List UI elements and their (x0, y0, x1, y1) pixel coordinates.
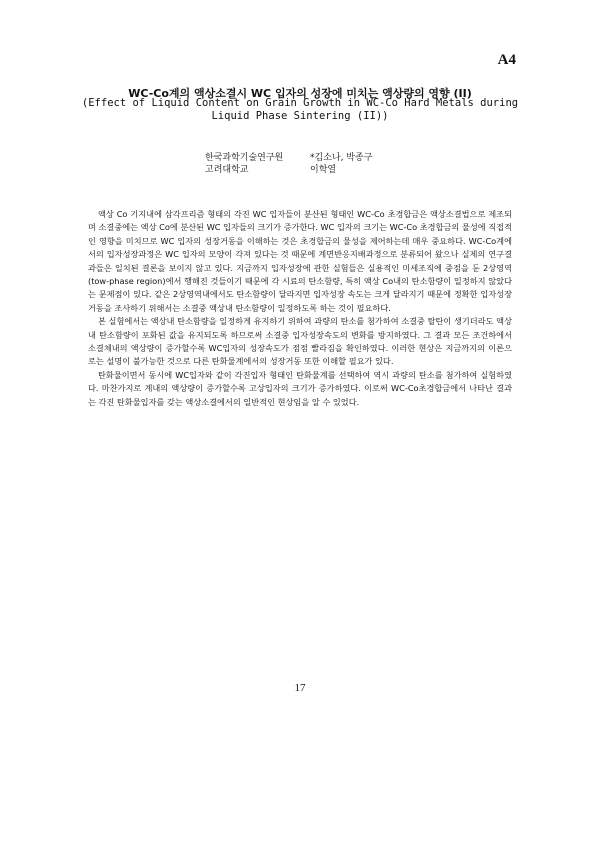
paragraph: 탄화물이면서 동시에 WC입자와 같이 각진입자 형태인 탄화물계를 선택하여 역시 과량의 탄소를 첨가하여 실험하였다. 마찬가지로 계내의 액상량이 증가할수록 고상입자의 크기가 증가하였다. 이로써 WC-Co초경합금에서 나타난 결과는 각진 탄화물입자를 갖는 액상소결에서의 일반적인 현상임을 알 수 있었다. (88, 369, 512, 407)
title-english (0, 97, 600, 123)
author-block (205, 152, 372, 176)
title-english-line-1: (Effect of Liquid Content on Grain Growth in WC-Co Hard Metals during (81, 97, 519, 109)
abstract-body (88, 208, 512, 409)
author-row (205, 164, 372, 176)
paragraph: 액상 Co 기지내에 삼각프리즘 형태의 각진 WC 입자들이 분산된 형태인 WC-Co 초경합금은 액상소결법으로 제조되며 소결중에는 액상 Co에 분산된 WC 입자들의 크기가 증가한다. WC 입자의 크기는 WC-Co 초경합금의 물성에 직접적인 영향을 미치므로 WC 입자의 성장거동을 이해하는 것은 초경합금의 물성을 제어하는데 매우 중요하다. WC-Co계에서의 입자성장과정은 WC 입자의 모양이 각져 있다는 것 때문에 계면반응지배과정으로 분류되어 왔으나 실제의 연구결과들은 일치된 결론을 보이지 않고 있다. 지금까지 입자성장에 관한 실험들은 실용적인 미세조직에 중점을 둔 2상영역(tow-phase region)에서 행해진 것들이기 때문에 각 시료의 탄소함량, 특히 액상 Co내의 탄소함량이 일정하지 않았다는 문제점이 있다. 같은 2상영역내에서도 탄소함량이 달라지면 입자성장 속도는 크게 달라지기 때문에 정확한 입자성장거동을 조사하기 위해서는 소결중 액상내 탄소함량이 일정하도록 하는 것이 필요하다. (88, 209, 512, 313)
session-label: A4 (497, 52, 516, 68)
page-number: 17 (294, 682, 306, 694)
author-names: *김소나, 박종구 (310, 153, 373, 163)
paragraph: 본 실험에서는 액상내 탄소함량을 일정하게 유지하기 위하여 과량의 탄소를 첨가하여 소결중 탈탄이 생기더라도 액상내 탄소함량이 포화된 값을 유지되도록 하므로써 소결중 입자성장속도의 변화를 방지하였다. 그 결과 모든 조건하에서 소결체내의 액상량이 증가할수록 WC입자의 성장속도가 점점 빨라짐을 확인하였다. 이러한 현상은 지금까지의 이론으로는 설명이 불가능한 것으로 다른 탄화물계에서의 성장거동 또한 이해할 필요가 있다. (88, 316, 512, 367)
author-names: 이학열 (310, 165, 337, 175)
institution: 고려대학교 (205, 165, 249, 175)
institution: 한국과학기술연구원 (205, 153, 284, 163)
author-row (205, 152, 372, 164)
title-english-line-2: Liquid Phase Sintering (II)) (211, 110, 389, 122)
title-korean: WC-Co계의 액상소결시 WC 입자의 성장에 미치는 액상량의 영향 (II) (128, 87, 472, 100)
